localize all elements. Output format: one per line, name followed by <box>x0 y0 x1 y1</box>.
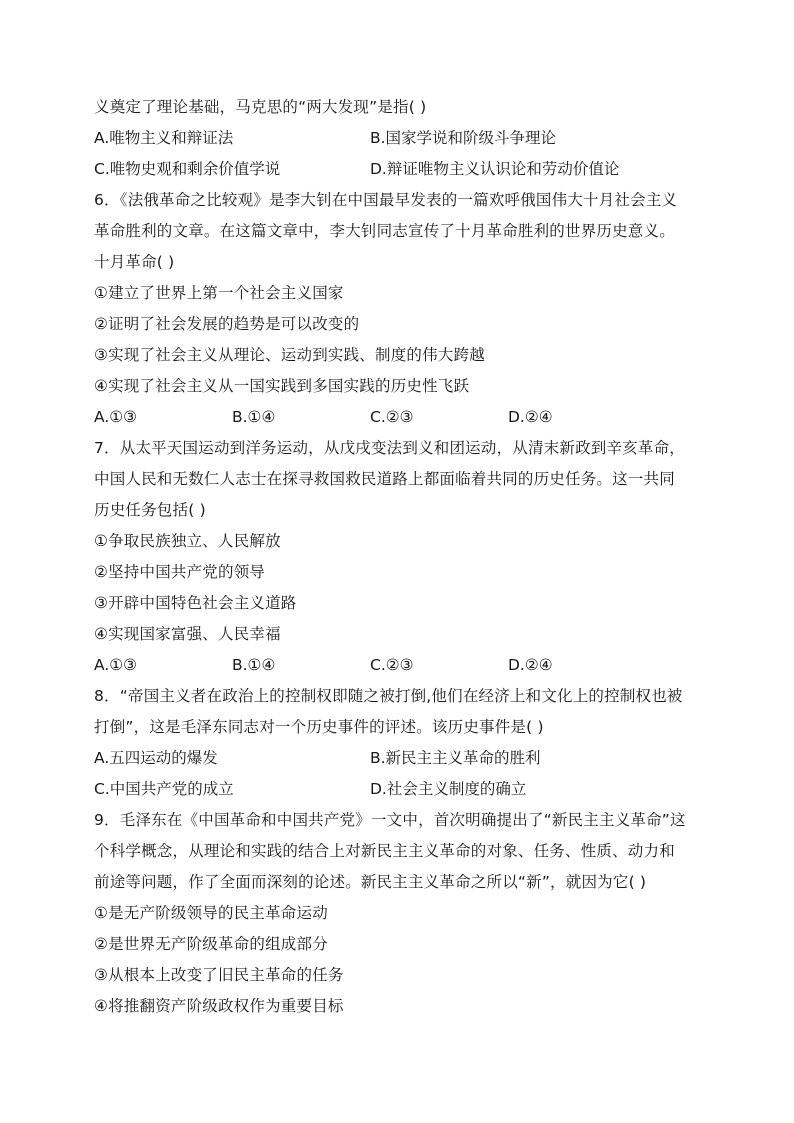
question-6-options <box>94 402 704 433</box>
option-c[interactable]: C.唯物史观和剩余价值学说 <box>94 160 281 178</box>
statement-4: ④实现了社会主义从一国实践到多国实践的历史性飞跃 <box>94 377 470 395</box>
option-d[interactable]: D.②④ <box>508 656 553 674</box>
statement-3: ③开辟中国特色社会主义道路 <box>94 594 297 612</box>
option-a[interactable]: A.①③ <box>94 408 138 426</box>
statement-2: ②坚持中国共产党的领导 <box>94 563 266 581</box>
option-c[interactable]: C.中国共产党的成立 <box>94 780 234 798</box>
question-7-stem-line: 7．从太平天国运动到洋务运动，从戊戌变法到义和团运动，从清末新政到辛亥革命， <box>94 439 685 457</box>
question-6-stem-line: 十月革命( ) <box>94 253 175 271</box>
question-6-stem-line: 6．《法俄革命之比较观》是李大钊在中国最早发表的一篇欢呼俄国伟大十月社会主义 <box>94 191 678 209</box>
question-7-options <box>94 650 704 681</box>
question-9-stem-line: 个科学概念，从理论和实践的结合上对新民主主义革命的对象、任务、性质、动力和 <box>94 842 675 860</box>
option-d[interactable]: D.辩证唯物主义认识论和劳动价值论 <box>370 160 620 178</box>
question-7-stem-line: 中国人民和无数仁人志士在探寻救国救民道路上都面临着共同的历史任务。这一共同 <box>94 470 675 488</box>
exam-page <box>94 92 704 1022</box>
option-c[interactable]: C.②③ <box>370 408 414 426</box>
option-b[interactable]: B.新民主主义革命的胜利 <box>370 749 541 767</box>
option-a[interactable]: A.五四运动的爆发 <box>94 749 218 767</box>
option-c[interactable]: C.②③ <box>370 656 414 674</box>
statement-1: ①争取民族独立、人民解放 <box>94 532 281 550</box>
question-7 <box>94 433 704 681</box>
option-d[interactable]: D.社会主义制度的确立 <box>370 780 527 798</box>
statement-2: ②是世界无产阶级革命的组成部分 <box>94 935 328 953</box>
question-8-stem-line: 打倒”，这是毛泽东同志对一个历史事件的评述。该历史事件是( ) <box>94 718 544 736</box>
question-8-stem-line: 8．“帝国主义者在政治上的控制权即随之被打倒,他们在经济上和文化上的控制权也被 <box>94 687 683 705</box>
option-b[interactable]: B.①④ <box>232 656 276 674</box>
question-7-stem-line: 历史任务包括( ) <box>94 501 206 519</box>
option-a[interactable]: A.①③ <box>94 656 138 674</box>
statement-3: ③实现了社会主义从理论、运动到实践、制度的伟大跨越 <box>94 346 485 364</box>
option-a[interactable]: A.唯物主义和辩证法 <box>94 129 234 147</box>
question-9-stem-line: 前途等问题，作了全面而深刻的论述。新民主主义革命之所以“新”，就因为它( ) <box>94 873 647 891</box>
question-5-options-row-1 <box>94 123 704 154</box>
question-8-options-row-2 <box>94 774 704 805</box>
question-5-stem: 义奠定了理论基础，马克思的“两大发现”是指( ) <box>94 98 427 116</box>
statement-1: ①建立了世界上第一个社会主义国家 <box>94 284 344 302</box>
question-8-options-row-1 <box>94 743 704 774</box>
statement-1: ①是无产阶级领导的民主革命运动 <box>94 904 328 922</box>
option-b[interactable]: B.①④ <box>232 408 276 426</box>
statement-4: ④实现国家富强、人民幸福 <box>94 625 281 643</box>
statement-4: ④将推翻资产阶级政权作为重要目标 <box>94 997 344 1015</box>
option-d[interactable]: D.②④ <box>508 408 553 426</box>
question-5 <box>94 92 704 185</box>
question-5-options-row-2 <box>94 154 704 185</box>
question-8 <box>94 681 704 805</box>
question-6 <box>94 185 704 433</box>
statement-2: ②证明了社会发展的趋势是可以改变的 <box>94 315 360 333</box>
statement-3: ③从根本上改变了旧民主革命的任务 <box>94 966 344 984</box>
option-b[interactable]: B.国家学说和阶级斗争理论 <box>370 129 557 147</box>
question-9-stem-line: 9．毛泽东在《中国革命和中国共产党》一文中，首次明确提出了“新民主主义革命”这 <box>94 811 686 829</box>
question-9 <box>94 805 704 1022</box>
question-6-stem-line: 革命胜利的文章。在这篇文章中，李大钊同志宣传了十月革命胜利的世界历史意义。 <box>94 222 675 240</box>
